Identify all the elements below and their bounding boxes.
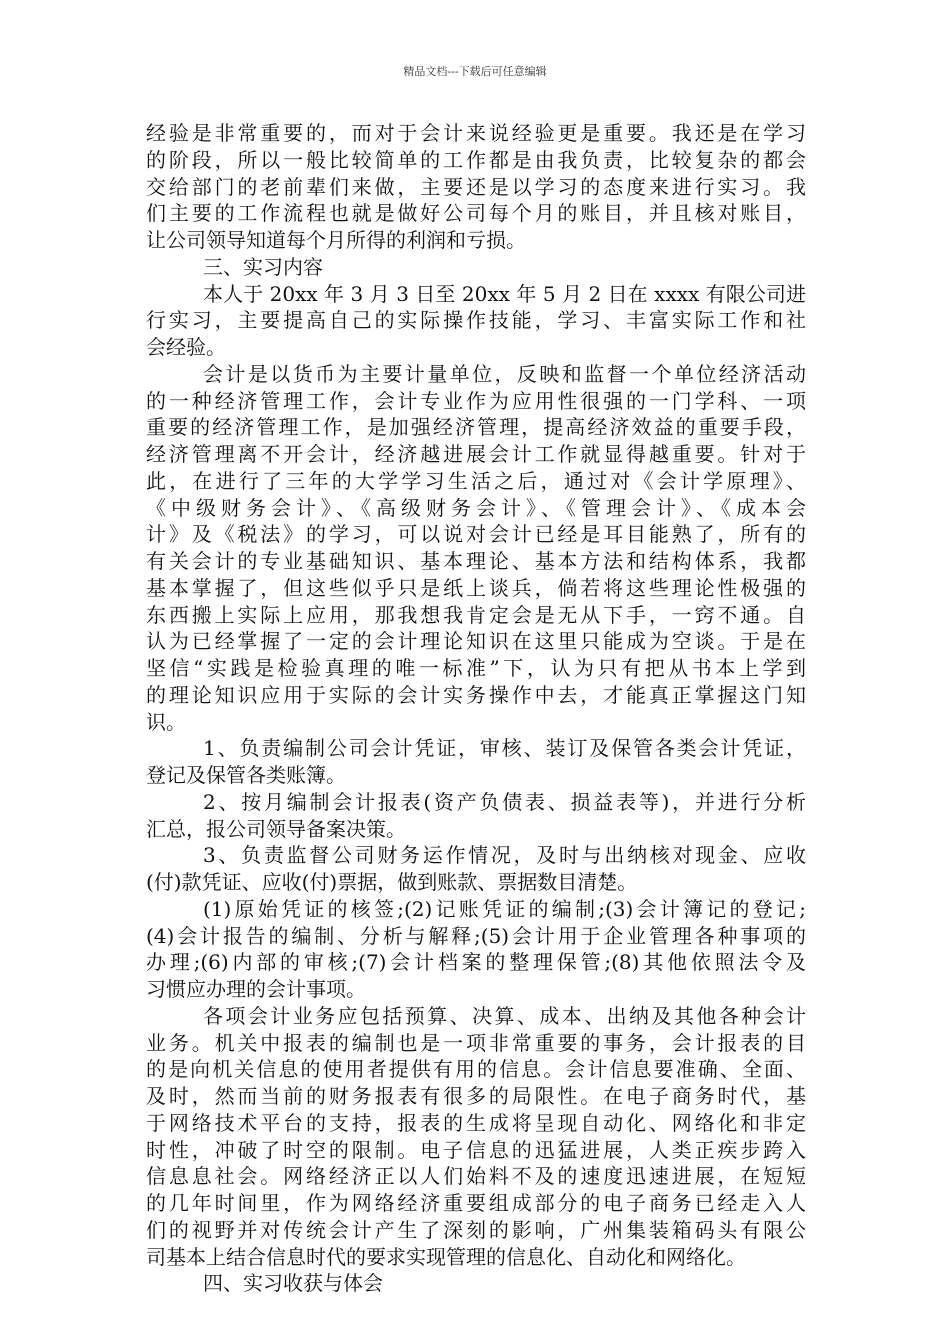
text-line: 及时，然而当前的财务报表有很多的局限性。在电子商务时代，基 [146, 1084, 806, 1108]
text-line: 的几年时间里，作为网络经济重要组成部分的电子商务已经走入人 [146, 1191, 806, 1215]
text-line: 各项会计业务应包括预算、决算、成本、出纳及其他各种会计 [203, 1003, 806, 1028]
text-line: 业务。机关中报表的编制也是一项非常重要的事务，会计报表的目 [146, 1030, 806, 1055]
text-line: 让公司领导知道每个月所得的利润和亏损。 [146, 228, 526, 252]
text-line: 坚信“实践是检验真理的唯一标准”下，认为只有把从书本上学到 [146, 656, 806, 680]
text-line: 登记及保管各类账簿。 [146, 763, 346, 787]
text-line: 四、实习收获与体会 [203, 1271, 383, 1296]
text-line: 识。 [146, 709, 186, 734]
text-line: 的理论知识应用于实际的会计实务操作中去，才能真正掌握这门知 [146, 682, 806, 707]
text-line: 司基本上结合信息时代的要求实现管理的信息化、自动化和网络化。 [146, 1244, 746, 1269]
text-line: 信息息社会。网络经济正以人们始料不及的速度迅速进展，在短短 [146, 1164, 806, 1189]
text-line: 办理;(6)内部的审核;(7)会计档案的整理保管;(8)其他依照法令及 [146, 950, 806, 975]
text-line: 的一种经济管理工作，会计专业作为应用性很强的一门学科、一项 [146, 388, 806, 413]
text-line: 交给部门的老前辈们来做，主要还是以学习的态度来进行实习。我 [146, 174, 806, 199]
text-line: 1、负责编制公司会计凭证，审核、装订及保管各类会计凭证， [203, 736, 806, 761]
text-line: 3、负责监督公司财务运作情况，及时与出纳核对现金、应收 [203, 843, 806, 868]
text-line: 行实习，主要提高自己的实际操作技能，学习、丰富实际工作和社 [146, 308, 806, 333]
text-line: 会经验。 [146, 335, 226, 359]
text-line: 时性，冲破了时空的限制。电子信息的迅猛进展，人类正疾步跨入 [146, 1137, 806, 1162]
text-line: 的是向机关信息的使用者提供有用的信息。会计信息要准确、全面、 [146, 1057, 806, 1082]
text-line: 会计是以货币为主要计量单位，反映和监督一个单位经济活动 [203, 361, 806, 386]
page-header: 精品文档---下载后可任意编辑 [403, 65, 547, 78]
text-line: 重要的经济管理工作，是加强经济管理，提高经济效益的重要手段， [146, 415, 806, 440]
text-line: 们主要的工作流程也就是做好公司每个月的账目，并且核对账目， [146, 201, 806, 226]
text-line: 的阶段，所以一般比较简单的工作都是由我负责，比较复杂的都会 [146, 147, 806, 172]
text-line: 认为已经掌握了一定的会计理论知识在这里只能成为空谈。于是在 [146, 629, 806, 654]
text-line: (付)款凭证、应收(付)票据，做到账款、票据数目清楚。 [146, 870, 638, 894]
text-line: 经济管理离不开会计，经济越进展会计工作就显得越重要。针对于 [146, 442, 806, 466]
document-body [146, 120, 806, 1297]
text-line: 有关会计的专业基础知识、基本理论、基本方法和结构体系，我都 [146, 549, 806, 573]
text-line: 《中级财务会计》、《高级财务会计》、《管理会计》、《成本会 [146, 495, 806, 520]
text-line: 本人于 20xx 年 3 月 3 日至 20xx 年 5 月 2 日在 xxxx 有限公司进 [203, 281, 806, 306]
text-line: 东西搬上实际上应用，那我想我肯定会是无从下手，一窍不通。自 [146, 602, 806, 627]
text-line: 此，在进行了三年的大学学习生活之后，通过对《会计学原理》、 [146, 468, 806, 493]
text-line: 基本掌握了，但这些似乎只是纸上谈兵，倘若将这些理论性极强的 [146, 575, 806, 600]
text-line: 于网络技术平台的支持，报表的生成将呈现自动化、网络化和非定 [146, 1110, 806, 1135]
text-line: 汇总，报公司领导备案决策。 [146, 816, 406, 841]
text-line: 2、按月编制会计报表(资产负债表、损益表等)，并进行分析 [203, 789, 806, 814]
text-line: (4)会计报告的编制、分析与解释;(5)会计用于企业管理各种事项的 [146, 923, 806, 948]
text-line: 三、实习内容 [203, 254, 323, 279]
text-line: 经验是非常重要的，而对于会计来说经验更是重要。我还是在学习 [146, 121, 806, 145]
text-line: 习惯应办理的会计事项。 [146, 977, 366, 1001]
text-line: (1)原始凭证的核签;(2)记账凭证的编制;(3)会计簿记的登记; [203, 896, 806, 921]
text-line: 计》及《税法》的学习，可以说对会计已经是耳目能熟了，所有的 [146, 522, 806, 547]
text-line: 们的视野并对传统会计产生了深刻的影响，广州集装箱码头有限公 [146, 1217, 806, 1242]
